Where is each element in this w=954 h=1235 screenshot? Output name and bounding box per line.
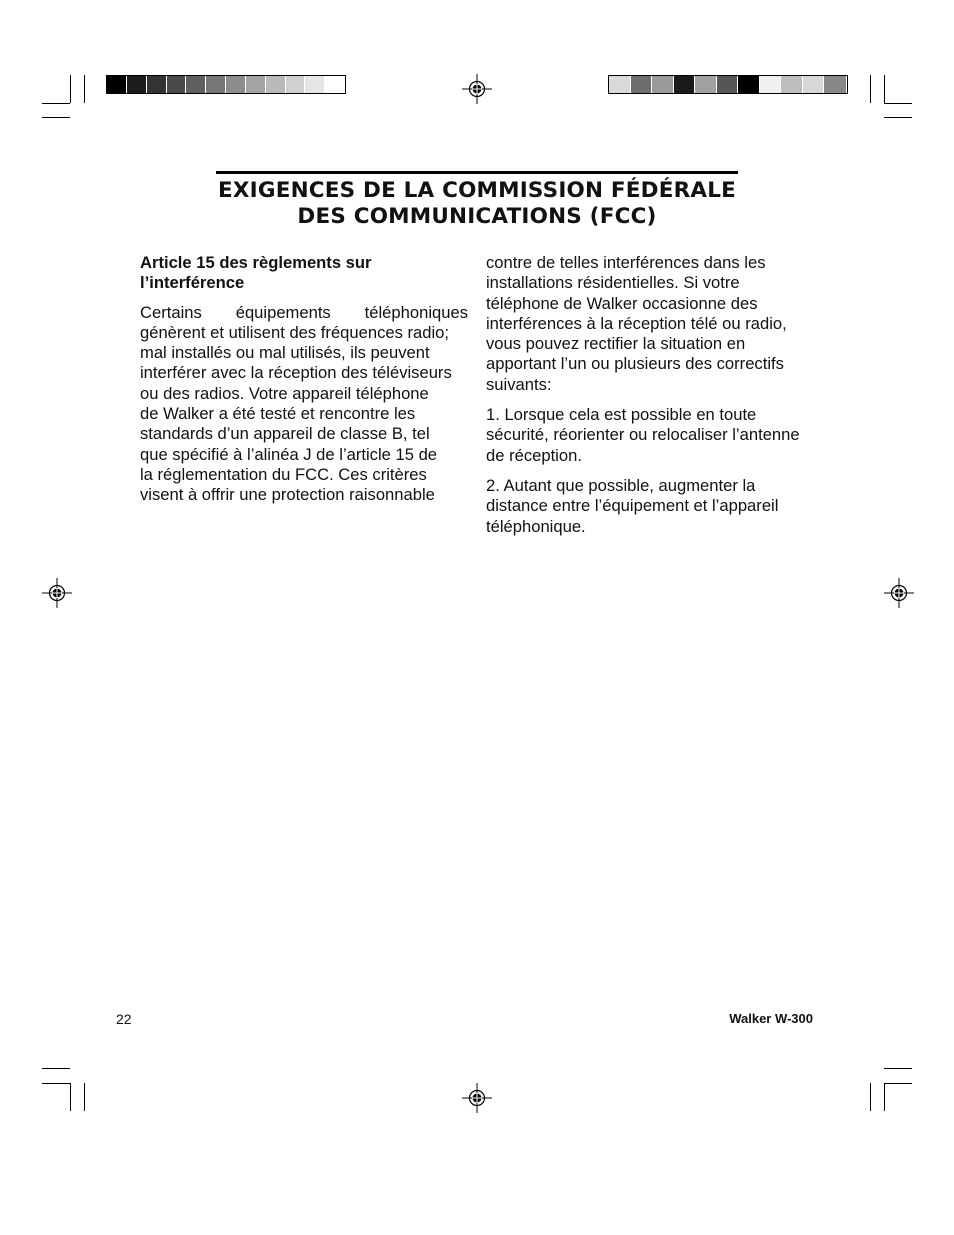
model-name: Walker W-300: [729, 1011, 813, 1026]
color-swatch: [803, 76, 825, 93]
page-title-line: DES COMMUNICATIONS (FCC): [297, 204, 657, 229]
text-line: distance entre l’équipement et l’appareil: [486, 496, 779, 516]
title-rule: [216, 171, 738, 174]
color-swatch: [206, 76, 226, 93]
registration-mark-icon: [884, 578, 914, 608]
color-swatch: [325, 76, 345, 93]
grayscale-color-bar-left: [106, 75, 346, 94]
crop-mark: [870, 1083, 871, 1111]
grayscale-color-bar-right: [608, 75, 848, 94]
right-column: [486, 253, 816, 547]
text-line: mal installés ou mal utilisés, ils peuvent: [140, 343, 430, 363]
crop-mark: [42, 103, 70, 104]
crop-mark: [884, 1083, 885, 1111]
text-line: de réception.: [486, 445, 582, 465]
body-paragraph: [486, 253, 816, 395]
page-title: [190, 178, 764, 230]
color-swatch: [760, 76, 782, 93]
page-number: 22: [116, 1011, 132, 1027]
crop-mark: [884, 1083, 912, 1084]
text-line: téléphone de Walker occasionne des: [486, 293, 758, 313]
color-swatch: [717, 76, 739, 93]
crop-mark: [870, 75, 871, 103]
text-line: vous pouvez rectifier la situation en: [486, 334, 746, 354]
color-swatch: [781, 76, 803, 93]
text-line: visent à offrir une protection raisonnable: [140, 485, 435, 505]
text-line: sécurité, réorienter ou relocaliser l’antenne: [486, 425, 800, 445]
text-line: téléphonique.: [486, 516, 586, 536]
color-swatch: [266, 76, 286, 93]
color-swatch: [186, 76, 206, 93]
crop-mark: [84, 75, 85, 103]
crop-mark: [42, 1083, 70, 1084]
crop-mark: [42, 1068, 70, 1069]
text-line: standards d’un appareil de classe B, tel: [140, 424, 430, 444]
crop-mark: [42, 117, 70, 118]
crop-mark: [884, 117, 912, 118]
color-swatch: [286, 76, 306, 93]
text-line: génèrent et utilisent des fréquences radio;: [140, 322, 450, 342]
registration-mark-icon: [462, 74, 492, 104]
numbered-item: [486, 405, 816, 466]
crop-mark: [70, 1083, 71, 1111]
color-swatch: [631, 76, 653, 93]
text-line: suivants:: [486, 374, 552, 394]
color-swatch: [246, 76, 266, 93]
text-line: contre de telles interférences dans les: [486, 253, 766, 272]
text-line: la réglementation du FCC. Ces critères: [140, 464, 427, 484]
page-title-line: EXIGENCES DE LA COMMISSION FÉDÉRALE: [218, 178, 736, 203]
color-swatch: [305, 76, 325, 93]
registration-mark-icon: [462, 1083, 492, 1113]
color-swatch: [674, 76, 696, 93]
registration-mark-icon: [42, 578, 72, 608]
text-line: ou des radios. Votre appareil téléphone: [140, 383, 429, 403]
color-swatch: [695, 76, 717, 93]
body-paragraph: [140, 303, 468, 506]
numbered-item: [486, 476, 816, 537]
color-swatch: [609, 76, 631, 93]
color-swatch: [167, 76, 187, 93]
crop-mark: [70, 75, 71, 103]
color-swatch: [652, 76, 674, 93]
color-swatch: [147, 76, 167, 93]
text-line: de Walker a été testé et rencontre les: [140, 404, 416, 424]
crop-mark: [84, 1083, 85, 1111]
crop-mark: [884, 103, 912, 104]
text-line: Certains équipements téléphoniques: [140, 302, 468, 322]
color-swatch: [107, 76, 127, 93]
crop-mark: [884, 1068, 912, 1069]
color-swatch: [738, 76, 760, 93]
text-line: 1. Lorsque cela est possible en toute: [486, 405, 757, 425]
text-line: interférences à la réception télé ou radio,: [486, 313, 787, 333]
section-heading-line: Article 15 des règlements sur: [140, 253, 372, 272]
section-heading-line: l’interférence: [140, 273, 245, 293]
left-column: [140, 253, 468, 516]
section-heading: [140, 253, 468, 294]
text-line: apportant l’un ou plusieurs des correctifs: [486, 354, 784, 374]
color-swatch: [127, 76, 147, 93]
text-line: que spécifié à l’alinéa J de l’article 15 de: [140, 444, 438, 464]
text-line: 2. Autant que possible, augmenter la: [486, 475, 756, 495]
color-swatch: [226, 76, 246, 93]
text-line: installations résidentielles. Si votre: [486, 273, 740, 293]
text-line: interférer avec la réception des téléviseurs: [140, 363, 452, 383]
color-swatch: [824, 76, 846, 93]
crop-mark: [884, 75, 885, 103]
